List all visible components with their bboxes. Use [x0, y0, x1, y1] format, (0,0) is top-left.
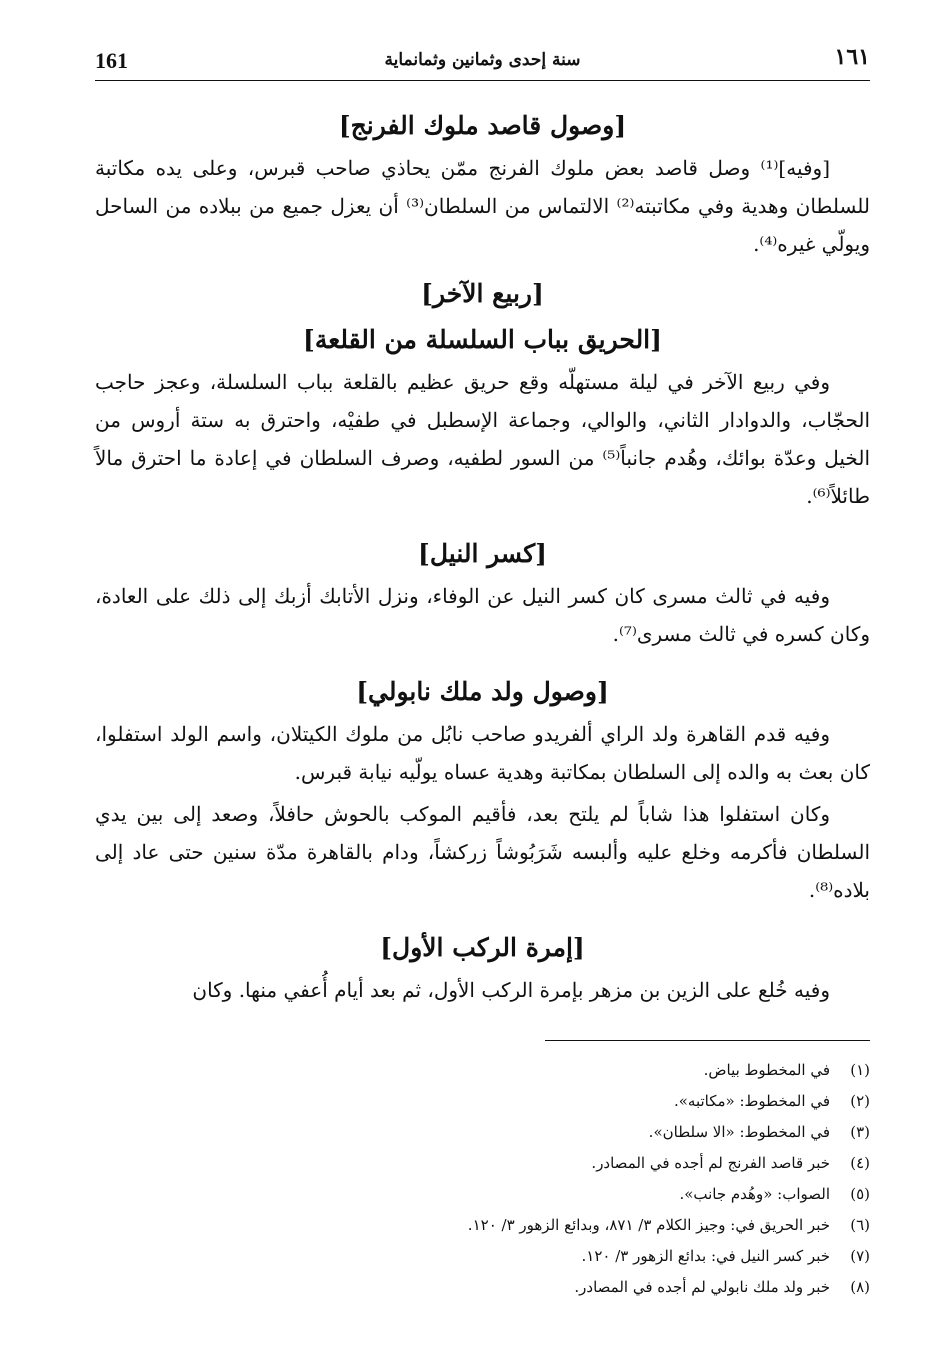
paragraph: [وفيه]⁽¹⁾ وصل قاصد بعض ملوك الفرنج ممّن يحاذي صاحب قبرس، وعلى يده مكاتبة للسلطان وهدية وفي مكاتبته⁽²⁾ الالتماس من السلطان⁽³⁾ أن يعزل جميع من ببلاده من الساحل ويولّي غيره⁽⁴⁾.	[95, 156, 870, 256]
footnote	[70, 1148, 870, 1179]
footnote-number: (٨)	[850, 1278, 870, 1296]
footnote	[70, 1179, 870, 1210]
footnote-number: (١)	[850, 1061, 870, 1079]
footnote-number: (٦)	[850, 1216, 870, 1234]
running-title: سنة إحدى وثمانين وثمانماية	[384, 50, 581, 70]
footnote-number: (٥)	[850, 1185, 870, 1203]
paragraph: وفيه خُلع على الزين بن مزهر بإمرة الركب الأول، ثم بعد أيام أُعفي منها. وكان	[192, 978, 830, 1002]
footnote-number: (٣)	[850, 1123, 870, 1141]
footnote-text: الصواب: «وهُدم جانب».	[679, 1185, 830, 1203]
footnote-divider	[545, 1040, 870, 1041]
section-heading: [وصول ولد ملك نابولي]	[356, 677, 609, 706]
section-heading: [الحريق بباب السلسلة من القلعة]	[303, 325, 662, 354]
footnote	[70, 1086, 870, 1117]
footnote-text: خبر كسر النيل في: بدائع الزهور ٣/ ١٢٠.	[581, 1247, 830, 1265]
footnote-number: (٤)	[850, 1154, 870, 1172]
section-heading: [ربيع الآخر]	[421, 279, 544, 308]
paragraph: وفيه قدم القاهرة ولد الراي ألفريدو صاحب نابُل من ملوك الكيتلان، واسم الولد استفلوا، كان بعث به والده إلى السلطان بمكاتبة وهدية عساه يولّيه نيابة قبرس.	[95, 722, 870, 784]
main-text	[95, 103, 870, 1013]
section-heading: [إمرة الركب الأول]	[380, 933, 585, 962]
page-number-arabic: ١٦١	[834, 44, 870, 70]
footnote-text: في المخطوط: «الا سلطان».	[648, 1123, 830, 1141]
page-number-latin: 161	[95, 48, 128, 73]
footnote-number: (٢)	[850, 1092, 870, 1110]
paragraph: وفي ربيع الآخر في ليلة مستهلّه وقع حريق عظيم بالقلعة بباب السلسلة، وعجز حاجب الحجّاب، والدوادار الثاني، والوالي، وجماعة الإسطبل في طفيْه، واحترق به ستة أروس من الخيل وعدّة بوائك، وهُدم جانباً⁽⁵⁾ من السور لطفيه، وصرف السلطان في إعادة ما احترق مالاً طائلاً⁽⁶⁾.	[95, 370, 870, 508]
footnote-number: (٧)	[850, 1247, 870, 1265]
running-header	[95, 40, 870, 81]
paragraph: وفيه في ثالث مسرى كان كسر النيل عن الوفاء، ونزل الأتابك أزبك إلى ذلك على العادة، وكان كسره في ثالث مسرى⁽⁷⁾.	[95, 584, 870, 646]
footnote-text: خبر الحريق في: وجيز الكلام ٣/ ٨٧١، وبدائع الزهور ٣/ ١٢٠.	[467, 1216, 830, 1234]
footnotes	[70, 1040, 870, 1303]
footnote-text: خبر ولد ملك نابولي لم أجده في المصادر.	[574, 1278, 830, 1296]
section-heading: [كسر النيل]	[418, 539, 547, 568]
footnote	[70, 1055, 870, 1086]
footnote	[70, 1241, 870, 1272]
footnote-text: خبر قاصد الفرنج لم أجده في المصادر.	[591, 1154, 830, 1172]
footnote	[70, 1272, 870, 1303]
footnote-text: في المخطوط بياض.	[703, 1061, 830, 1079]
footnote	[70, 1117, 870, 1148]
footnote-text: في المخطوط: «مكاتبه».	[673, 1092, 830, 1110]
footnote	[70, 1210, 870, 1241]
section-heading: [وصول قاصد ملوك الفرنج]	[338, 111, 627, 140]
paragraph: وكان استفلوا هذا شاباً لم يلتح بعد، فأقيم الموكب بالحوش حافلاً، وصعد إلى بين يدي السلطان فأكرمه وخلع عليه وألبسه شَرَبُوشاً زركشاً، ودام بالقاهرة مدّة سنين حتى عاد إلى بلاده⁽⁸⁾.	[95, 802, 870, 902]
